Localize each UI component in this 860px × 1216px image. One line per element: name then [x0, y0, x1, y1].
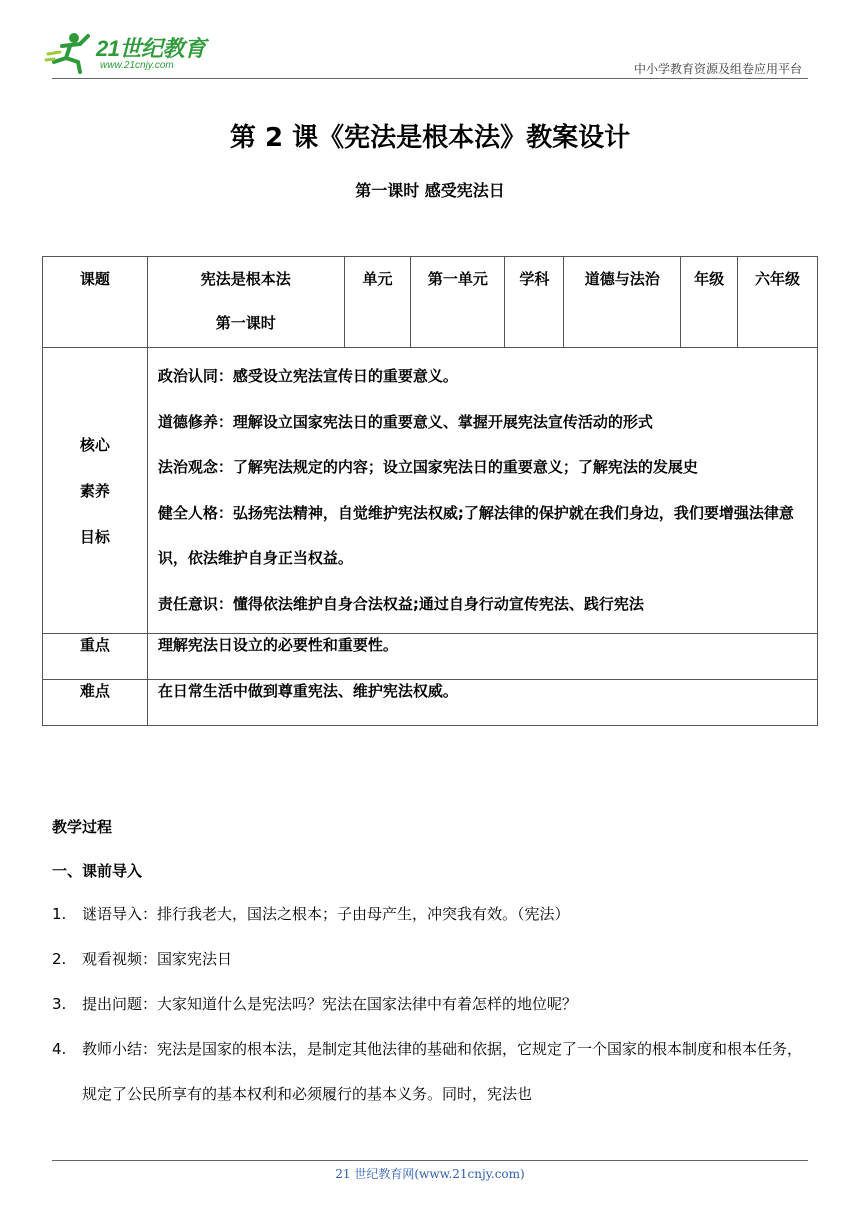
document-subtitle: 第一课时 感受宪法日 [355, 181, 505, 200]
goal-responsibility: 责任意识：懂得依法维护自身合法权益;通过自身行动宣传宪法、践行宪法 [157, 594, 644, 613]
list-item-number: 4. [52, 1040, 67, 1058]
grade-value: 六年级 [755, 270, 801, 288]
key-point-value: 理解宪法日设立的必要性和重要性。 [147, 634, 817, 680]
list-item [52, 1027, 812, 1117]
subject-label-cell [505, 257, 564, 348]
grade-value-cell [738, 257, 818, 348]
logo-text: 21世纪教育 [96, 36, 206, 61]
topic-label-cell [43, 257, 148, 348]
key-point-label: 重点 [43, 634, 148, 680]
subject-label: 学科 [519, 270, 550, 288]
header-divider [52, 78, 808, 79]
unit-label: 单元 [362, 270, 393, 288]
unit-label-cell [344, 257, 411, 348]
list-item-number: 1. [52, 905, 67, 923]
list-item [52, 982, 812, 1027]
document-title: 第 2 课《宪法是根本法》教案设计 [229, 123, 631, 153]
core-goals-cell [147, 348, 817, 634]
goal-personality: 健全人格：弘扬宪法精神，自觉维护宪法权威;了解法律的保护就在我们身边，我们要增强法律意识，依法维护自身正当权益。 [157, 503, 794, 567]
unit-value: 第一单元 [427, 270, 488, 288]
difficulty-value: 在日常生活中做到尊重宪法、维护宪法权威。 [147, 680, 817, 726]
section-heading-intro: 一、课前导入 [52, 862, 143, 880]
lesson-info-table [42, 256, 818, 726]
list-item [52, 937, 812, 982]
table-row-key-point [43, 634, 818, 680]
topic-value-cell [147, 257, 344, 348]
core-goals-label-cell [43, 348, 148, 634]
core-label-line3: 目标 [79, 527, 110, 546]
page-header [0, 0, 860, 90]
grade-label-cell [681, 257, 738, 348]
goal-moral: 道德修养：理解设立国家宪法日的重要意义、掌握开展宪法宣传活动的形式 [157, 412, 653, 431]
list-item-text: 提出问题：大家知道什么是宪法吗？宪法在国家法律中有着怎样的地位呢？ [82, 995, 578, 1013]
list-item-text: 教师小结：宪法是国家的根本法，是制定其他法律的基础和依据，它规定了一个国家的根本制度和根本任务，规定了公民所享有的基本权利和必须履行的基本义务。同时，宪法也 [82, 1040, 803, 1103]
table-row-topic [43, 257, 818, 348]
process-heading: 教学过程 [52, 818, 113, 836]
list-item-number: 3. [52, 995, 67, 1013]
subject-value-cell [564, 257, 681, 348]
goal-political: 政治认同：感受设立宪法宣传日的重要意义。 [157, 367, 458, 385]
logo-url: www.21cnjy.com [100, 60, 174, 71]
platform-name: 中小学教育资源及组卷应用平台 [633, 62, 802, 76]
core-label-line2: 素养 [79, 481, 110, 500]
list-item-number: 2. [52, 950, 67, 968]
page-footer: 21 世纪教育网(www.21cnjy.com) [335, 1167, 525, 1181]
table-row-difficulty [43, 680, 818, 726]
topic-value-line2: 第一课时 [215, 314, 276, 332]
list-item-text: 观看视频：国家宪法日 [82, 950, 233, 968]
difficulty-label: 难点 [43, 680, 148, 726]
goal-rule-of-law: 法治观念：了解宪法规定的内容；设立国家宪法日的重要意义；了解宪法的发展史 [157, 458, 698, 476]
core-label-line1: 核心 [79, 435, 110, 454]
unit-value-cell [411, 257, 505, 348]
topic-label: 课题 [79, 270, 110, 288]
list-item-text: 谜语导入：排行我老大，国法之根本；子由母产生，冲突我有效。（宪法） [82, 905, 570, 923]
list-item [52, 892, 812, 937]
table-row-core-goals [43, 348, 818, 634]
topic-value-line1: 宪法是根本法 [200, 270, 291, 288]
footer-divider [52, 1160, 808, 1161]
subject-value: 道德与法治 [584, 270, 660, 288]
runner-logo-icon [44, 30, 98, 74]
grade-label: 年级 [694, 270, 725, 288]
site-logo [44, 30, 214, 80]
